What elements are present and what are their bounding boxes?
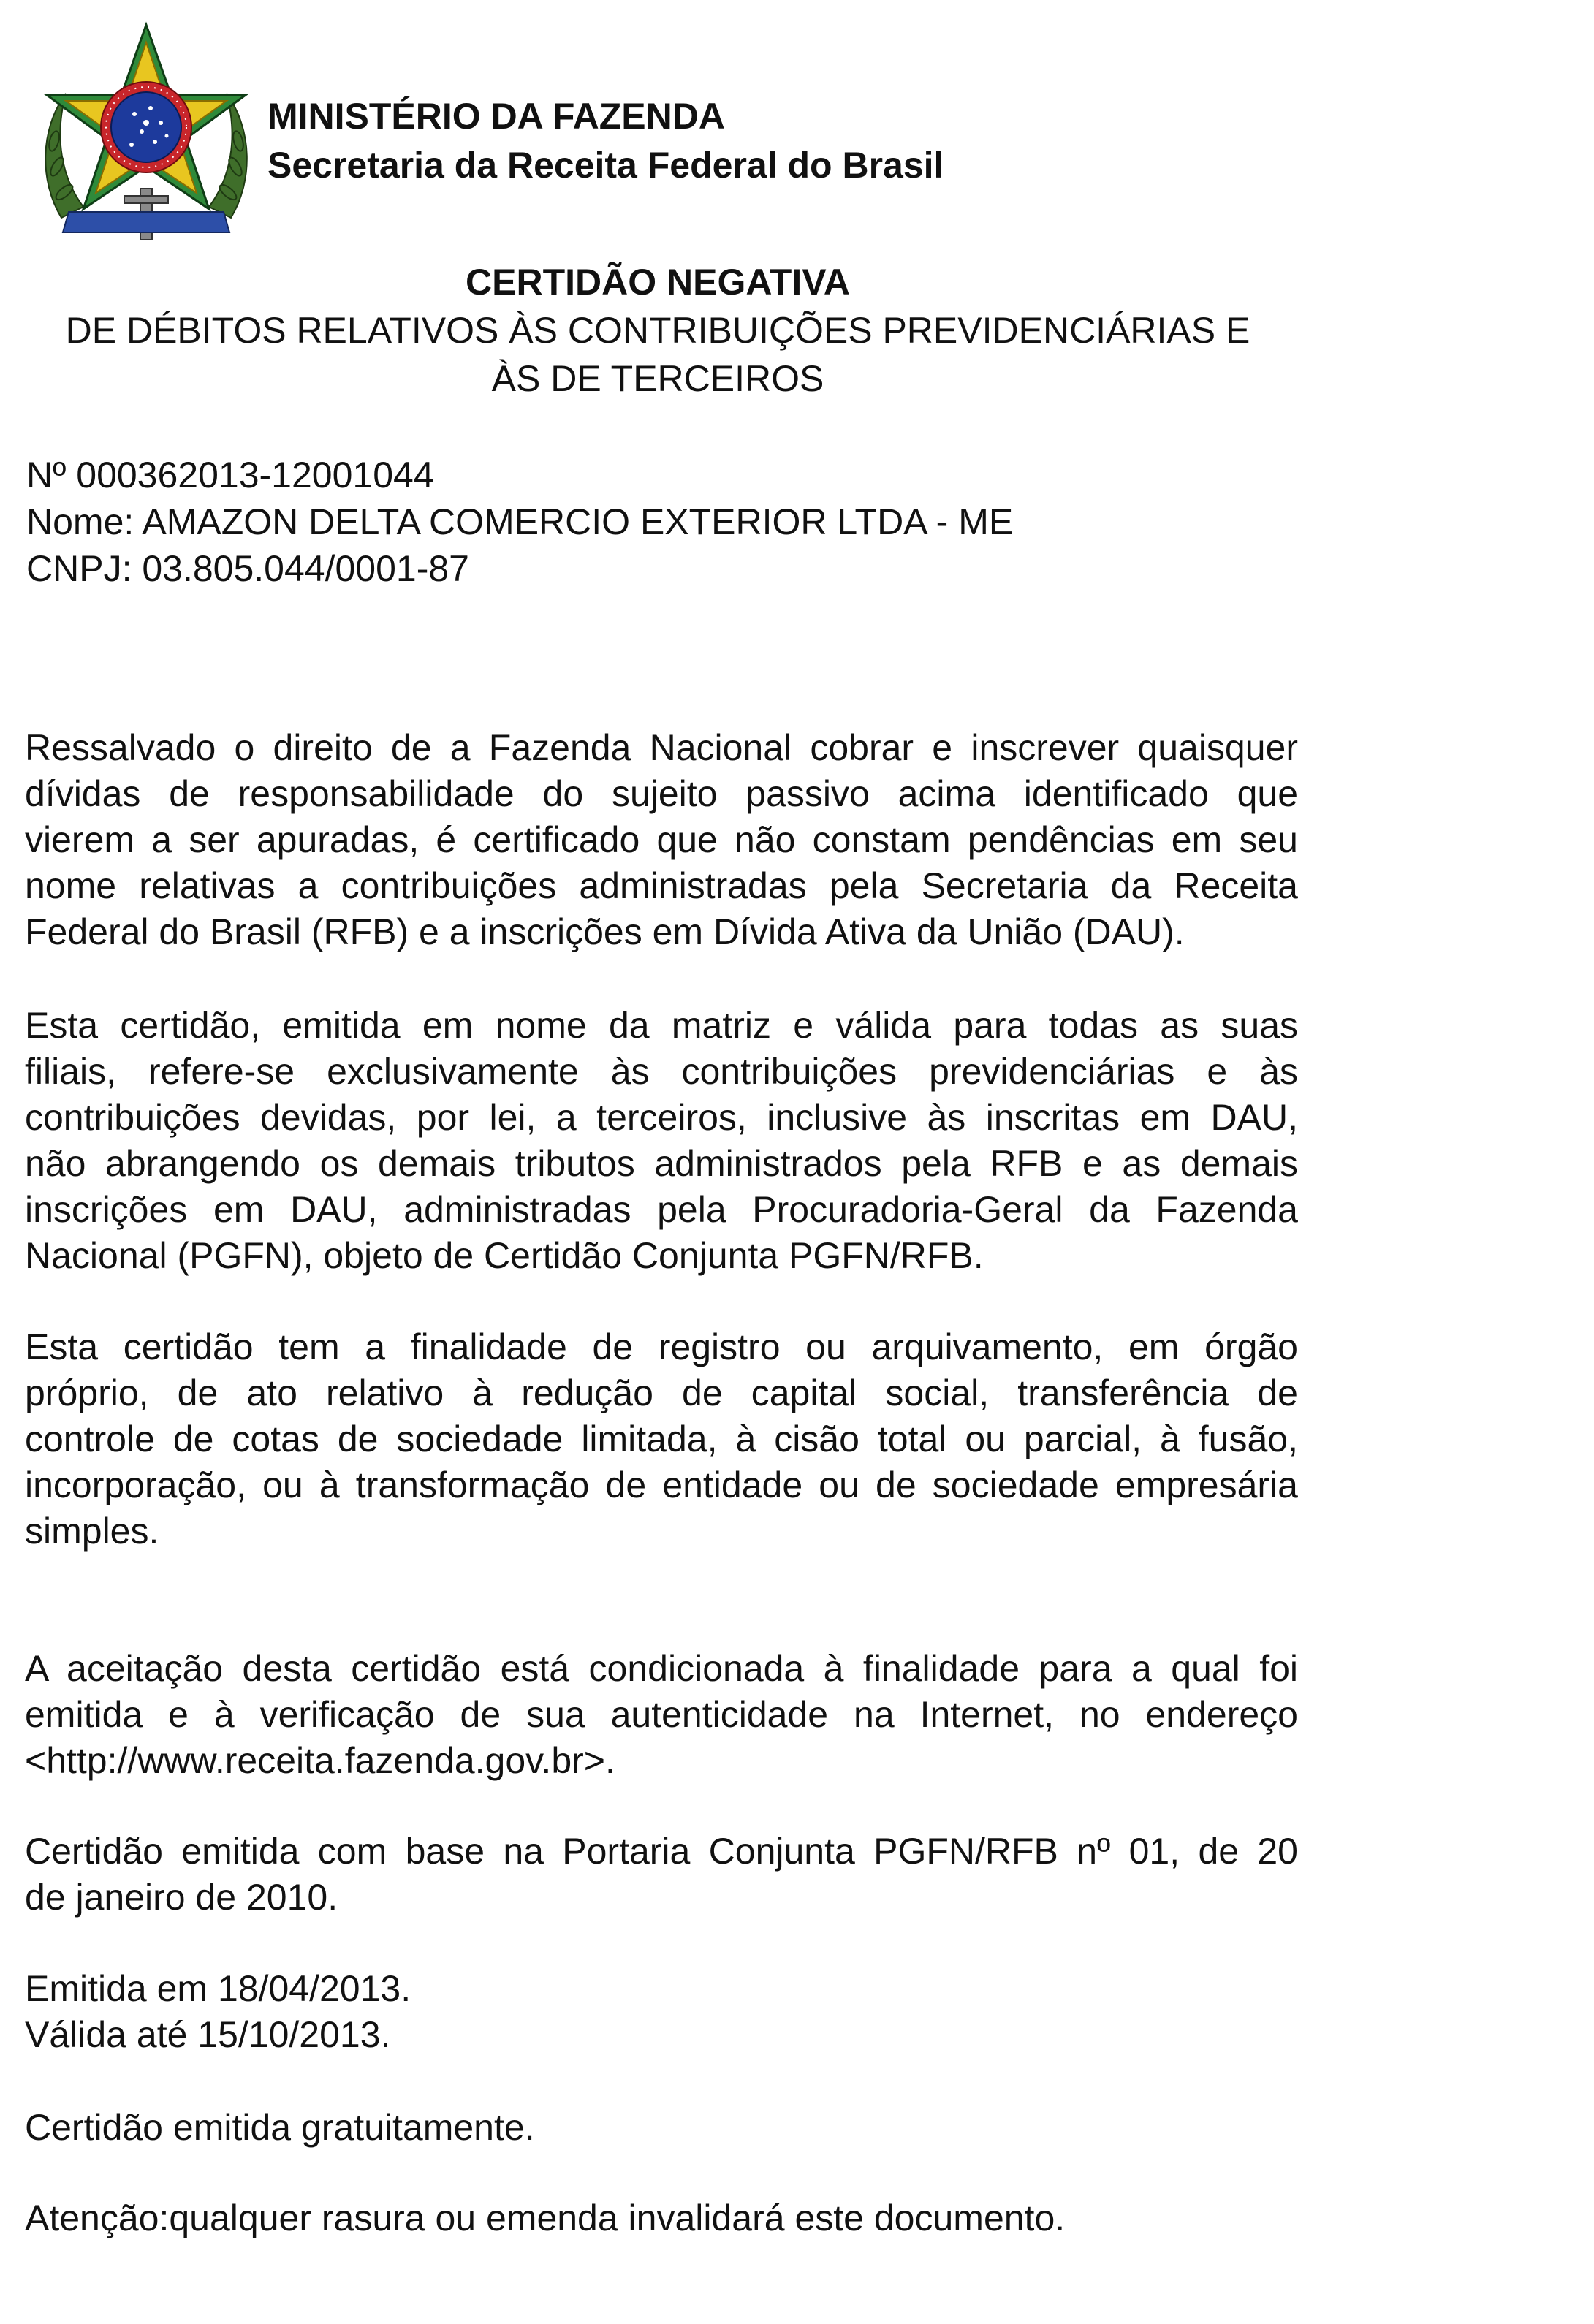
- title-line-2: DE DÉBITOS RELATIVOS ÀS CONTRIBUIÇÕES PREVIDENCIÁRIAS E: [65, 310, 1250, 351]
- paragraph-line: inscrições em DAU, administradas pela Procuradoria-Geral da Fazenda: [25, 1189, 1298, 1230]
- verification-url: <http://www.receita.fazenda.gov.br>.: [25, 1740, 615, 1781]
- paragraph-line: de janeiro de 2010.: [25, 1877, 338, 1918]
- identification-block: [26, 452, 1013, 592]
- ministry-name: MINISTÉRIO DA FAZENDA: [267, 96, 725, 137]
- paragraph-reservation: [25, 725, 1298, 955]
- paragraph-line: A aceitação desta certidão está condicionada à finalidade para a qual foi: [25, 1648, 1298, 1689]
- paragraph-line: simples.: [25, 1511, 159, 1552]
- issue-date: Emitida em 18/04/2013.: [25, 1968, 411, 2009]
- paragraph-line: incorporação, ou à transformação de entidade ou de sociedade empresária: [25, 1465, 1298, 1505]
- title-line-1: CERTIDÃO NEGATIVA: [466, 262, 850, 303]
- company-name: Nome: AMAZON DELTA COMERCIO EXTERIOR LTDA - ME: [26, 501, 1014, 542]
- paragraph-free-issue: [25, 2105, 1298, 2151]
- paragraph-line: próprio, de ato relativo à redução de capital social, transferência de: [25, 1372, 1298, 1413]
- paragraph-scope: [25, 1003, 1298, 1279]
- paragraph-line: contribuições devidas, por lei, a terceiros, inclusive às inscritas em DAU,: [25, 1097, 1298, 1138]
- paragraph-line: Esta certidão, emitida em nome da matriz e válida para todas as suas: [25, 1005, 1298, 1046]
- certificate-title: [29, 258, 1286, 403]
- paragraph-line: Certidão emitida com base na Portaria Conjunta PGFN/RFB nº 01, de 20: [25, 1831, 1298, 1872]
- secretariat-name: Secretaria da Receita Federal do Brasil: [267, 145, 944, 186]
- paragraph-line: filiais, refere-se exclusivamente às contribuições previdenciárias e às: [25, 1051, 1298, 1092]
- brazil-coat-of-arms-icon: [32, 20, 260, 253]
- company-cnpj: CNPJ: 03.805.044/0001-87: [26, 548, 469, 589]
- paragraph-line: Nacional (PGFN), objeto de Certidão Conjunta PGFN/RFB.: [25, 1235, 984, 1276]
- header-organization: [267, 92, 944, 190]
- title-line-3: ÀS DE TERCEIROS: [491, 358, 824, 399]
- paragraph-line: Esta certidão tem a finalidade de registro ou arquivamento, em órgão: [25, 1326, 1298, 1367]
- paragraph-line: não abrangendo os demais tributos administrados pela RFB e as demais: [25, 1143, 1298, 1184]
- certificate-number: Nº 000362013-12001044: [26, 455, 434, 495]
- paragraph-legal-basis: [25, 1829, 1298, 1921]
- paragraph-line: Ressalvado o direito de a Fazenda Nacional cobrar e inscrever quaisquer: [25, 727, 1298, 768]
- valid-until-date: Válida até 15/10/2013.: [25, 2014, 391, 2055]
- paragraph-line: Certidão emitida gratuitamente.: [25, 2107, 535, 2148]
- paragraph-line: controle de cotas de sociedade limitada, à cisão total ou parcial, à fusão,: [25, 1419, 1298, 1459]
- paragraph-purpose: [25, 1324, 1298, 1554]
- paragraph-line: Federal do Brasil (RFB) e a inscrições em Dívida Ativa da União (DAU).: [25, 911, 1185, 952]
- paragraph-line: dívidas de responsabilidade do sujeito passivo acima identificado que: [25, 773, 1298, 814]
- warning-line: Atenção:qualquer rasura ou emenda invalidará este documento.: [25, 2198, 1066, 2238]
- paragraph-line: nome relativas a contribuições administradas pela Secretaria da Receita: [25, 865, 1298, 906]
- paragraph-acceptance: [25, 1646, 1298, 1784]
- paragraph-dates: [25, 1966, 1298, 2058]
- paragraph-line: emitida e à verificação de sua autenticidade na Internet, no endereço: [25, 1694, 1298, 1735]
- paragraph-warning: [25, 2195, 1298, 2241]
- paragraph-line: vierem a ser apuradas, é certificado que não constam pendências em seu: [25, 819, 1298, 860]
